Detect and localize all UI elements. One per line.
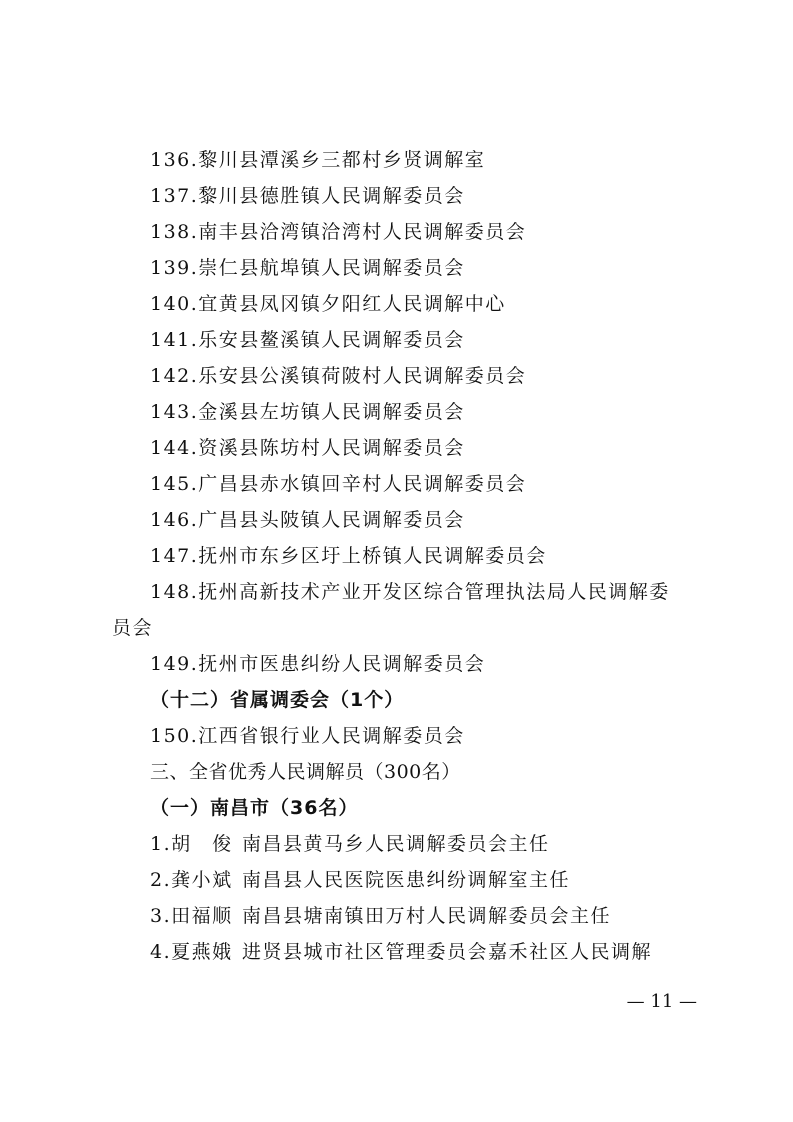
mediator-row: [112, 898, 697, 934]
list-item: 136.黎川县潭溪乡三都村乡贤调解室: [150, 149, 486, 171]
list-item: 149.抚州市医患纠纷人民调解委员会: [150, 653, 486, 675]
list-item: 138.南丰县洽湾镇洽湾村人民调解委员会: [150, 221, 527, 243]
list-item: 150.江西省银行业人民调解委员会: [150, 725, 465, 747]
section-heading: 三、全省优秀人民调解员（300名）: [150, 761, 461, 783]
mediator-role: 进贤县城市社区管理委员会嘉禾社区人民调解: [242, 941, 653, 963]
mediator-name: 3.田福顺: [150, 905, 233, 927]
list-item-wrap-start: 148.抚州高新技术产业开发区综合管理执法局人民调解委: [150, 581, 670, 603]
list-item: 142.乐安县公溪镇荷陂村人民调解委员会: [150, 365, 527, 387]
list-item: 145.广昌县赤水镇回辛村人民调解委员会: [150, 473, 527, 495]
list-item: 144.资溪县陈坊村人民调解委员会: [150, 437, 465, 459]
mediator-name: 4.夏燕娥: [150, 941, 233, 963]
mediator-role: 南昌县黄马乡人民调解委员会主任: [242, 833, 550, 855]
mediator-name: 1.胡 俊: [150, 833, 233, 855]
list-item: 146.广昌县头陂镇人民调解委员会: [150, 509, 465, 531]
mediator-role: 南昌县人民医院医患纠纷调解室主任: [242, 869, 571, 891]
mediator-row: [112, 934, 697, 970]
list-item: 147.抚州市东乡区圩上桥镇人民调解委员会: [150, 545, 547, 567]
mediator-name: 2.龚小斌: [150, 869, 233, 891]
list-item: 140.宜黄县凤冈镇夕阳红人民调解中心: [150, 293, 506, 315]
list-item: 143.金溪县左坊镇人民调解委员会: [150, 401, 465, 423]
mediator-role: 南昌县塘南镇田万村人民调解委员会主任: [242, 905, 612, 927]
page-number: — 11 —: [626, 991, 697, 1012]
list-item-wrap-end: 员会: [112, 617, 154, 639]
mediator-row: [112, 862, 697, 898]
list-item: 141.乐安县鳌溪镇人民调解委员会: [150, 329, 465, 351]
subsection-heading: （一）南昌市（36名）: [150, 797, 359, 819]
mediator-row: [112, 826, 697, 862]
list-item: 139.崇仁县航埠镇人民调解委员会: [150, 257, 465, 279]
list-item: 137.黎川县德胜镇人民调解委员会: [150, 185, 465, 207]
section-heading: （十二）省属调委会（1个）: [150, 689, 405, 711]
